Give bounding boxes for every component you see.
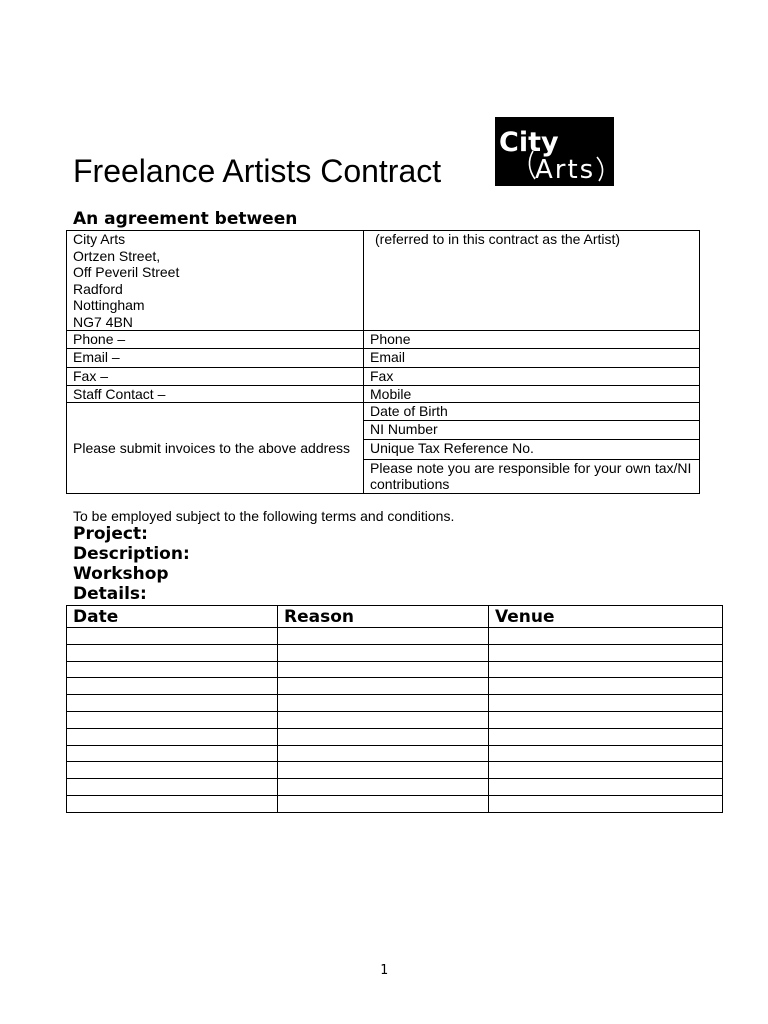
address-line: Ortzen Street, xyxy=(73,247,161,264)
table-cell xyxy=(489,711,723,728)
table-row xyxy=(67,745,723,762)
table-cell xyxy=(489,795,723,812)
cityarts-email-cell: Email – xyxy=(67,348,364,367)
table-cell xyxy=(67,628,278,645)
terms-intro: To be employed subject to the following terms and conditions. xyxy=(73,508,455,524)
table-cell xyxy=(489,779,723,796)
table-cell xyxy=(489,728,723,745)
table-cell xyxy=(489,644,723,661)
schedule-rows xyxy=(67,628,723,813)
table-row xyxy=(67,644,723,661)
table-cell xyxy=(278,762,489,779)
table-row xyxy=(67,795,723,812)
tax-reference-cell: Unique Tax Reference No. xyxy=(364,439,700,459)
table-cell xyxy=(67,779,278,796)
table-cell xyxy=(489,628,723,645)
artist-email-cell: Email xyxy=(364,348,700,367)
workshop-label: Workshop xyxy=(73,564,169,584)
details-label: Details: xyxy=(73,584,147,604)
column-header-date: Date xyxy=(67,606,278,628)
table-cell xyxy=(67,711,278,728)
city-arts-logo xyxy=(495,117,614,186)
table-cell xyxy=(67,644,278,661)
table-cell xyxy=(67,661,278,678)
table-cell xyxy=(67,795,278,812)
table-cell xyxy=(489,661,723,678)
table-row xyxy=(67,779,723,796)
artist-phone-cell: Phone xyxy=(364,331,700,349)
table-cell xyxy=(489,762,723,779)
description-label: Description: xyxy=(73,544,190,564)
artist-details-cell xyxy=(364,231,700,331)
table-cell xyxy=(67,745,278,762)
staff-contact-cell: Staff Contact – xyxy=(67,385,364,403)
logo-text-city: City xyxy=(499,127,559,158)
table-cell xyxy=(278,745,489,762)
page-number: 1 xyxy=(380,963,388,978)
table-row xyxy=(67,695,723,712)
artist-fax-cell: Fax xyxy=(364,367,700,385)
table-row xyxy=(67,678,723,695)
table-cell xyxy=(67,728,278,745)
artist-mobile-cell: Mobile xyxy=(364,385,700,403)
table-row xyxy=(67,762,723,779)
address-line: City Arts xyxy=(73,231,126,247)
table-cell xyxy=(489,678,723,695)
cityarts-phone-cell: Phone – xyxy=(67,331,364,349)
address-line: Nottingham xyxy=(73,297,145,313)
table-cell xyxy=(278,795,489,812)
cityarts-fax-cell: Fax – xyxy=(67,367,364,385)
address-line: Radford xyxy=(73,280,123,297)
address-line: Off Peveril Street xyxy=(73,264,180,280)
schedule-table xyxy=(66,605,723,813)
column-header-venue: Venue xyxy=(489,606,723,628)
table-cell xyxy=(278,711,489,728)
table-cell xyxy=(278,644,489,661)
table-cell xyxy=(67,695,278,712)
address-line: NG7 4BN xyxy=(73,313,133,330)
table-cell xyxy=(278,661,489,678)
table-cell xyxy=(278,779,489,796)
tax-responsibility-note-cell: Please note you are responsible for your own tax/NI contributions xyxy=(364,459,700,493)
table-cell xyxy=(278,628,489,645)
city-arts-address-cell xyxy=(67,231,364,331)
project-label: Project: xyxy=(73,524,148,544)
table-cell xyxy=(67,678,278,695)
table-cell xyxy=(67,762,278,779)
table-cell xyxy=(278,728,489,745)
table-row xyxy=(67,628,723,645)
ni-number-cell: NI Number xyxy=(364,420,700,439)
artist-note: (referred to in this contract as the Artist) xyxy=(375,231,621,247)
table-row xyxy=(67,661,723,678)
table-cell xyxy=(278,678,489,695)
table-cell xyxy=(489,695,723,712)
agreement-table xyxy=(66,230,700,494)
logo-text-arts: Arts xyxy=(535,155,596,185)
date-of-birth-cell: Date of Birth xyxy=(364,403,700,421)
document-title: Freelance Artists Contract xyxy=(73,153,442,189)
table-cell xyxy=(278,695,489,712)
invoice-note-cell xyxy=(67,403,364,494)
column-header-reason: Reason xyxy=(278,606,489,628)
table-row xyxy=(67,711,723,728)
table-cell xyxy=(489,745,723,762)
invoice-note: Please submit invoices to the above address xyxy=(73,439,351,456)
agreement-heading: An agreement between xyxy=(73,209,298,229)
table-row xyxy=(67,728,723,745)
